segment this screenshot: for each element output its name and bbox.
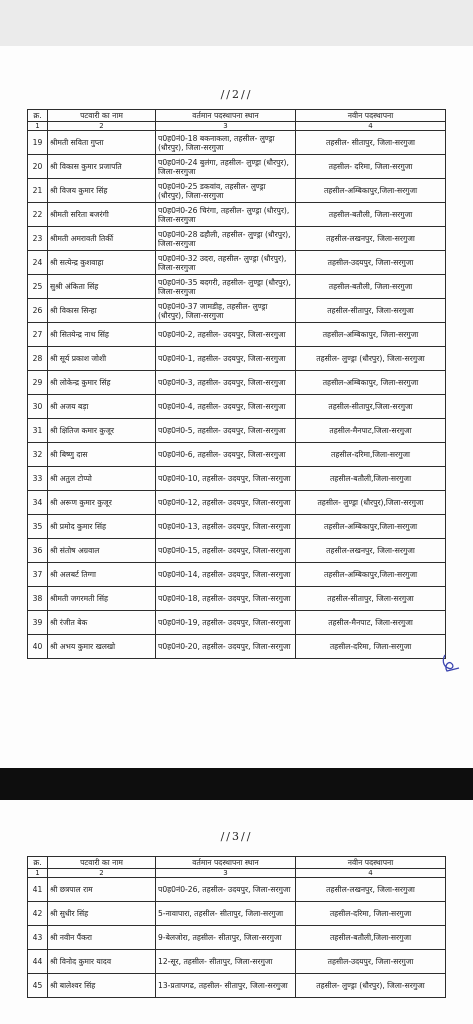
cell-new-posting: तहसील-उदयपुर, जिला-सरगुजा <box>296 251 446 275</box>
cell-serial: 32 <box>28 443 48 467</box>
cell-serial: 33 <box>28 467 48 491</box>
cell-current-posting: प0ह0नं0-12, तहसील- उदयपुर, जिला-सरगुजा <box>156 491 296 515</box>
table-row <box>28 635 446 659</box>
table-row <box>28 611 446 635</box>
cell-serial: 22 <box>28 203 48 227</box>
cell-new-posting: तहसील-अम्बिकापुर, जिला-सरगुजा <box>296 371 446 395</box>
table-row <box>28 974 446 998</box>
table-row <box>28 539 446 563</box>
document-page-2 <box>0 46 473 768</box>
cell-patwari-name: श्री सितयेन्द्र नाथ सिंह <box>48 323 156 347</box>
transfer-table <box>27 856 446 998</box>
cell-serial: 41 <box>28 878 48 902</box>
cell-serial: 26 <box>28 299 48 323</box>
table-row <box>28 299 446 323</box>
document-page-3 <box>0 800 473 1024</box>
table-header-row <box>28 857 446 869</box>
cell-patwari-name: श्री लोकेन्द्र कुमार सिंह <box>48 371 156 395</box>
transfer-table <box>27 109 446 659</box>
header-new-posting: नवीन पदस्थापना <box>296 110 446 122</box>
table-row <box>28 515 446 539</box>
cell-new-posting: तहसील- दरिमा, जिला-सरगुजा <box>296 155 446 179</box>
cell-patwari-name: श्री क्षितिज कमार कुजूर <box>48 419 156 443</box>
cell-patwari-name: श्री विकास कुमार प्रजापति <box>48 155 156 179</box>
cell-current-posting: प0ह0नं0-14, तहसील- उदयपुर, जिला-सरगुजा <box>156 563 296 587</box>
cell-current-posting: 5-नावापारा, तहसील- सीतापुर, जिला-सरगुजा <box>156 902 296 926</box>
cell-new-posting: तहसील- लुण्ड्रा (धौरपुर),जिला-सरगुजा <box>296 491 446 515</box>
cell-current-posting: प0ह0नं0-19, तहसील- उदयपुर, जिला-सरगुजा <box>156 611 296 635</box>
table-row <box>28 467 446 491</box>
cell-patwari-name: श्री छत्रपाल राम <box>48 878 156 902</box>
cell-current-posting: 9-बेलजोरा, तहसील- सीतापुर, जिला-सरगुजा <box>156 926 296 950</box>
cell-patwari-name: श्री बालेश्वर सिंह <box>48 974 156 998</box>
cell-new-posting: तहसील-सीतापुर,जिला-सरगुजा <box>296 395 446 419</box>
cell-new-posting: तहसील-उदयपुर, जिला-सरगुजा <box>296 950 446 974</box>
cell-serial: 24 <box>28 251 48 275</box>
cell-new-posting: तहसील-बतौली, जिला-सरगुजा <box>296 275 446 299</box>
cell-patwari-name: श्री विकास सिन्हा <box>48 299 156 323</box>
cell-serial: 44 <box>28 950 48 974</box>
cell-new-posting: तहसील-सीतापुर, जिला-सरगुजा <box>296 587 446 611</box>
table-row <box>28 878 446 902</box>
cell-current-posting: प0ह0नं0-37 जामडीह, तहसील- लुण्ड्रा (धौरपुर), जिला-सरगुजा <box>156 299 296 323</box>
cell-patwari-name: श्री सूर्य प्रकाश जोशी <box>48 347 156 371</box>
cell-new-posting: तहसील-दरिमा, जिला-सरगुजा <box>296 902 446 926</box>
table-row <box>28 587 446 611</box>
cell-patwari-name: श्री संतोष अग्रवाल <box>48 539 156 563</box>
cell-patwari-name: श्री रंजीत बेक <box>48 611 156 635</box>
column-number: 4 <box>296 122 446 131</box>
cell-patwari-name: श्री बिष्णु दास <box>48 443 156 467</box>
table-row <box>28 347 446 371</box>
cell-serial: 20 <box>28 155 48 179</box>
header-patwari-name: पटवारी का नाम <box>48 110 156 122</box>
cell-current-posting: प0ह0नं0-6, तहसील- उदयपुर, जिला-सरगुजा <box>156 443 296 467</box>
cell-current-posting: प0ह0नं0-18 बकनाकला, तहसील- लुण्ड्रा (धौरपुर), जिला-सरगुजा <box>156 131 296 155</box>
cell-new-posting: तहसील-अम्बिकापुर, जिला-सरगुजा <box>296 323 446 347</box>
cell-serial: 34 <box>28 491 48 515</box>
cell-patwari-name: श्री अरूण कुमार कुजूर <box>48 491 156 515</box>
cell-new-posting: तहसील-बतौली,जिला-सरगुजा <box>296 467 446 491</box>
page-number-label: //3// <box>220 830 253 843</box>
table-row <box>28 275 446 299</box>
table-row <box>28 155 446 179</box>
cell-new-posting: तहसील- लुण्ड्रा (धौरपुर), जिला-सरगुजा <box>296 974 446 998</box>
cell-new-posting: तहसील-दरिमा, जिला-सरगुजा <box>296 635 446 659</box>
cell-serial: 45 <box>28 974 48 998</box>
cell-serial: 36 <box>28 539 48 563</box>
cell-current-posting: 12-सूर, तहसील- सीतापुर, जिला-सरगुजा <box>156 950 296 974</box>
cell-current-posting: प0ह0नं0-24 बुलंगा, तहसील- लुण्ड्रा (धौरपुर), जिला-सरगुजा <box>156 155 296 179</box>
cell-new-posting: तहसील- सीतापुर, जिला-सरगुजा <box>296 131 446 155</box>
column-number-row <box>28 869 446 878</box>
table-row <box>28 902 446 926</box>
cell-serial: 35 <box>28 515 48 539</box>
cell-current-posting: प0ह0नं0-2, तहसील- उदयपुर, जिला-सरगुजा <box>156 323 296 347</box>
column-number: 1 <box>28 122 48 131</box>
cell-patwari-name: श्री विनोद कुमार यादव <box>48 950 156 974</box>
cell-new-posting: तहसील-लखनपुर, जिला-सरगुजा <box>296 539 446 563</box>
cell-serial: 21 <box>28 179 48 203</box>
cell-current-posting: 13-प्रतापगढ, तहसील- सीतापुर, जिला-सरगुजा <box>156 974 296 998</box>
cell-serial: 40 <box>28 635 48 659</box>
cell-current-posting: प0ह0नं0-15, तहसील- उदयपुर, जिला-सरगुजा <box>156 539 296 563</box>
table-row <box>28 563 446 587</box>
cell-patwari-name: श्री सुधीर सिंह <box>48 902 156 926</box>
cell-patwari-name: श्री प्रमोद कुमार सिंह <box>48 515 156 539</box>
table-row <box>28 179 446 203</box>
cell-current-posting: प0ह0नं0-32 उदरा, तहसील- लुण्ड्रा (धौरपुर), जिला-सरगुजा <box>156 251 296 275</box>
cell-new-posting: तहसील-अम्बिकापुर,जिला-सरगुजा <box>296 515 446 539</box>
cell-new-posting: तहसील-सीतापुर, जिला-सरगुजा <box>296 299 446 323</box>
header-new-posting: नवीन पदस्थापना <box>296 857 446 869</box>
column-number: 2 <box>48 122 156 131</box>
header-serial: क्र. <box>28 110 48 122</box>
table-row <box>28 395 446 419</box>
cell-new-posting: तहसील-लखनपुर, जिला-सरगुजा <box>296 878 446 902</box>
header-current-posting: वर्तमान पदस्थापना स्थान <box>156 857 296 869</box>
cell-serial: 42 <box>28 902 48 926</box>
cell-current-posting: प0ह0नं0-3, तहसील- उदयपुर, जिला-सरगुजा <box>156 371 296 395</box>
cell-serial: 31 <box>28 419 48 443</box>
cell-current-posting: प0ह0नं0-10, तहसील- उदयपुर, जिला-सरगुजा <box>156 467 296 491</box>
column-number: 3 <box>156 122 296 131</box>
cell-patwari-name: श्री अभय कुमार खलखो <box>48 635 156 659</box>
cell-serial: 37 <box>28 563 48 587</box>
cell-serial: 19 <box>28 131 48 155</box>
cell-patwari-name: श्री अजय बड़ा <box>48 395 156 419</box>
cell-serial: 28 <box>28 347 48 371</box>
cell-current-posting: प0ह0नं0-1, तहसील- उदयपुर, जिला-सरगुजा <box>156 347 296 371</box>
cell-patwari-name: श्रीमती जगरमती सिंह <box>48 587 156 611</box>
page-number-label: //2// <box>220 88 253 101</box>
table-row <box>28 227 446 251</box>
cell-patwari-name: श्रीमती सविता गुप्ता <box>48 131 156 155</box>
cell-serial: 25 <box>28 275 48 299</box>
cell-serial: 43 <box>28 926 48 950</box>
cell-new-posting: तहसील-अम्बिकापुर,जिला-सरगुजा <box>296 179 446 203</box>
column-number: 4 <box>296 869 446 878</box>
cell-new-posting: तहसील-दरिमा,जिला-सरगुजा <box>296 443 446 467</box>
table-row <box>28 323 446 347</box>
column-number: 3 <box>156 869 296 878</box>
cell-patwari-name: श्री विजय कुमार सिंह <box>48 179 156 203</box>
cell-serial: 23 <box>28 227 48 251</box>
cell-new-posting: तहसील-बतौली, जिला-सरगुजा <box>296 203 446 227</box>
cell-serial: 27 <box>28 323 48 347</box>
column-number: 1 <box>28 869 48 878</box>
cell-new-posting: तहसील-लखनपुर, जिला-सरगुजा <box>296 227 446 251</box>
cell-serial: 39 <box>28 611 48 635</box>
column-number: 2 <box>48 869 156 878</box>
cell-patwari-name: श्री अलबर्ट तिग्गा <box>48 563 156 587</box>
cell-current-posting: प0ह0नं0-4, तहसील- उदयपुर, जिला-सरगुजा <box>156 395 296 419</box>
table-row <box>28 251 446 275</box>
cell-new-posting: तहसील-मैनपाट,जिला-सरगुजा <box>296 419 446 443</box>
cell-current-posting: प0ह0नं0-13, तहसील- उदयपुर, जिला-सरगुजा <box>156 515 296 539</box>
table-row <box>28 371 446 395</box>
cell-new-posting: तहसील-अम्बिकापुर,जिला-सरगुजा <box>296 563 446 587</box>
cell-new-posting: तहसील- लुण्ड्रा (धौरपुर), जिला-सरगुजा <box>296 347 446 371</box>
cell-new-posting: तहसील-बतौली,जिला-सरगुजा <box>296 926 446 950</box>
cell-current-posting: प0ह0नं0-26, तहसील- उदयपुर, जिला-सरगुजा <box>156 878 296 902</box>
header-patwari-name: पटवारी का नाम <box>48 857 156 869</box>
cell-serial: 30 <box>28 395 48 419</box>
cell-serial: 38 <box>28 587 48 611</box>
table-row <box>28 203 446 227</box>
table-header-row <box>28 110 446 122</box>
cell-serial: 29 <box>28 371 48 395</box>
table-row <box>28 419 446 443</box>
cell-patwari-name: श्रीमती सरिता बजरंगी <box>48 203 156 227</box>
cell-current-posting: प0ह0नं0-18, तहसील- उदयपुर, जिला-सरगुजा <box>156 587 296 611</box>
page-gap <box>0 768 473 800</box>
table-row <box>28 926 446 950</box>
cell-current-posting: प0ह0नं0-35 बदगरी, तहसील- लुण्ड्रा (धौरपुर), जिला-सरगुजा <box>156 275 296 299</box>
cell-patwari-name: श्रीमती अमरावती तिर्की <box>48 227 156 251</box>
table-row <box>28 491 446 515</box>
cell-patwari-name: श्री सत्येन्द्र कुशवाहा <box>48 251 156 275</box>
cell-current-posting: प0ह0नं0-20, तहसील- उदयपुर, जिला-सरगुजा <box>156 635 296 659</box>
cell-patwari-name: श्री नवीन पैंकरा <box>48 926 156 950</box>
signature-mark <box>439 652 463 674</box>
header-current-posting: वर्तमान पदस्थापना स्थान <box>156 110 296 122</box>
cell-current-posting: प0ह0नं0-28 ढहौली, तहसील- लुण्ड्रा (धौरपुर), जिला-सरगुजा <box>156 227 296 251</box>
table-row <box>28 443 446 467</box>
cell-current-posting: प0ह0नं0-5, तहसील- उदयपुर, जिला-सरगुजा <box>156 419 296 443</box>
cell-current-posting: प0ह0नं0-25 डकवांव, तहसील- लुण्ड्रा (धौरपुर), जिला-सरगुजा <box>156 179 296 203</box>
cell-new-posting: तहसील-मैनपाट, जिला-सरगुजा <box>296 611 446 635</box>
header-serial: क्र. <box>28 857 48 869</box>
cell-current-posting: प0ह0नं0-26 चिरंगा, तहसील- लुण्ड्रा (धौरपुर), जिला-सरगुजा <box>156 203 296 227</box>
table-row <box>28 131 446 155</box>
cell-patwari-name: श्री अतुल टोप्पो <box>48 467 156 491</box>
table-row <box>28 950 446 974</box>
column-number-row <box>28 122 446 131</box>
cell-patwari-name: सुश्री अंकिता सिंह <box>48 275 156 299</box>
